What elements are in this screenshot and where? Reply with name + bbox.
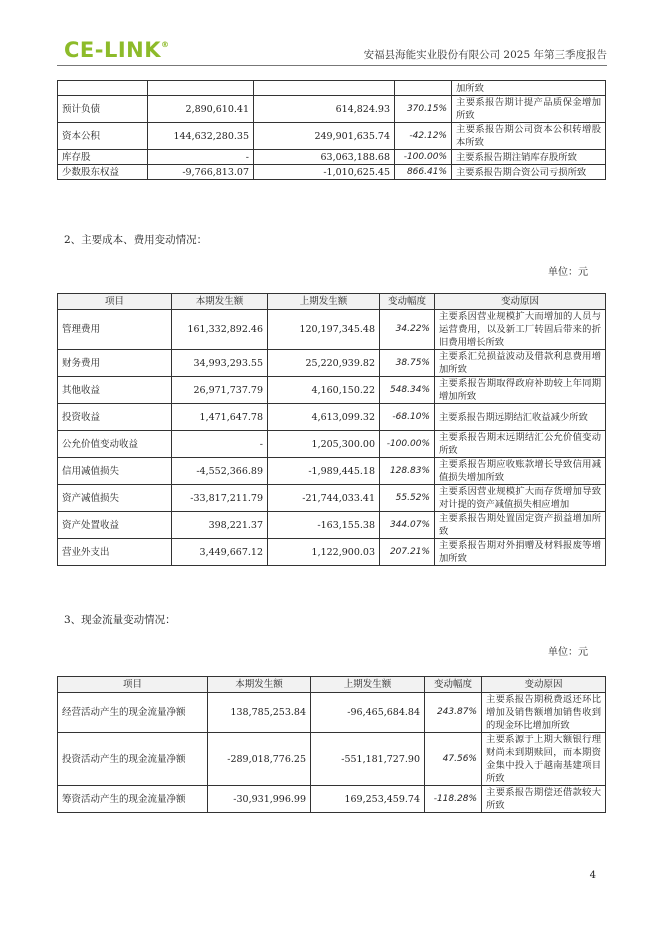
cashflow-table [57,676,606,813]
section-title-cashflow: 3、现金流量变动情况： [64,614,176,626]
col-header-previous: 上期发生额 [268,294,380,310]
row-current: 144,632,280.35 [148,123,254,150]
row-change: 344.07% [380,512,435,539]
balance-change-table [57,80,606,180]
row-change: 38.75% [380,350,435,377]
table-row [58,458,606,485]
row-previous: -1,010,625.45 [254,165,395,180]
row-item: 预计负债 [58,96,148,123]
row-item: 其他收益 [58,377,172,404]
cost-expense-body [58,310,606,566]
row-change: 548.34% [380,377,435,404]
row-current: -30,931,996.99 [208,786,311,813]
row-item: 筹资活动产生的现金流量净额 [58,786,208,813]
row-reason: 主要系报告期远期结汇收益减少所致 [435,404,606,431]
header-divider [57,65,607,66]
row-item: 投资活动产生的现金流量净额 [58,733,208,786]
row-change: -118.28% [425,786,482,813]
section-title-cost: 2、主要成本、费用变动情况： [64,234,208,246]
table-row [58,431,606,458]
table-row [58,512,606,539]
row-reason: 主要系报告期合资公司亏损所致 [452,165,606,180]
row-change: 207.21% [380,539,435,566]
table-row [58,150,606,165]
table-row [58,96,606,123]
row-current: 398,221.37 [172,512,268,539]
col-header-reason: 变动原因 [435,294,606,310]
row-current: -4,552,366.89 [172,458,268,485]
table-row [58,539,606,566]
row-current: 34,993,293.55 [172,350,268,377]
unit-label-cost: 单位：元 [548,267,588,278]
table-header-row [58,677,606,693]
row-reason: 主要系报告期税费返还环比增加及销售额增加销售收到的现金环比增加所致 [482,693,606,733]
row-previous: 1,122,900.03 [268,539,380,566]
row-previous: 169,253,459.74 [311,786,425,813]
page-number: 4 [589,870,596,881]
row-change: 34.22% [380,310,435,350]
row-current: 26,971,737.79 [172,377,268,404]
row-previous: 120,197,345.48 [268,310,380,350]
row-change: 47.56% [425,733,482,786]
table-row [58,310,606,350]
row-reason: 主要系报告期偿还借款较大所致 [482,786,606,813]
row-reason: 主要系因营业规模扩大而增加的人员与运营费用，以及新工厂转固后带来的折旧费用增长所致 [435,310,606,350]
table-header-row [58,294,606,310]
row-reason: 主要系报告期应收账款增长导致信用减值损失增加所致 [435,458,606,485]
row-reason: 主要系报告期取得政府补助较上年同期增加所致 [435,377,606,404]
row-reason: 主要系因营业规模扩大而存货增加导致对计提的资产减值损失相应增加 [435,485,606,512]
table-row [58,733,606,786]
col-header-change: 变动幅度 [425,677,482,693]
row-item: 营业外支出 [58,539,172,566]
row-change: -42.12% [395,123,452,150]
row-previous: 1,205,300.00 [268,431,380,458]
balance-change-body [58,81,606,180]
row-change: -68.10% [380,404,435,431]
table-row [58,485,606,512]
table-row [58,377,606,404]
row-item: 公允价值变动收益 [58,431,172,458]
row-reason: 主要系报告期处置固定资产损益增加所致 [435,512,606,539]
col-header-item: 项目 [58,294,172,310]
col-header-previous: 上期发生额 [311,677,425,693]
row-current: 1,471,647.78 [172,404,268,431]
row-item: 少数股东权益 [58,165,148,180]
row-item: 资本公积 [58,123,148,150]
cashflow-body [58,693,606,813]
row-previous: 4,160,150.22 [268,377,380,404]
row-reason: 加所致 [452,81,606,96]
cost-expense-table [57,293,606,566]
row-current: - [148,150,254,165]
table-row [58,123,606,150]
row-item: 信用减值损失 [58,458,172,485]
row-previous: -21,744,033.41 [268,485,380,512]
row-reason: 主要系源于上期大额银行理财尚未到期赎回，而本期资金集中投入于越南基建项目所致 [482,733,606,786]
row-item: 投资收益 [58,404,172,431]
row-current: -9,766,813.07 [148,165,254,180]
row-change: 370.15% [395,96,452,123]
row-reason: 主要系报告期对外捐赠及材料报废等增加所致 [435,539,606,566]
table-row [58,81,606,96]
table-row [58,165,606,180]
row-previous: 25,220,939.82 [268,350,380,377]
row-change: 243.87% [425,693,482,733]
row-current: - [172,431,268,458]
row-previous: -163,155.38 [268,512,380,539]
row-item: 管理费用 [58,310,172,350]
table-row [58,404,606,431]
row-change: -100.00% [395,150,452,165]
row-change: 128.83% [380,458,435,485]
row-previous: -96,465,684.84 [311,693,425,733]
row-previous: -551,181,727.90 [311,733,425,786]
col-header-item: 项目 [58,677,208,693]
row-item: 库存股 [58,150,148,165]
row-previous: -1,989,445.18 [268,458,380,485]
row-previous: 63,063,188.68 [254,150,395,165]
row-item: 经营活动产生的现金流量净额 [58,693,208,733]
row-current: 138,785,253.84 [208,693,311,733]
row-current: 3,449,667.12 [172,539,268,566]
row-previous: 249,901,635.74 [254,123,395,150]
row-current: 2,890,610.41 [148,96,254,123]
row-item: 资产处置收益 [58,512,172,539]
row-change: 55.52% [380,485,435,512]
row-reason: 主要系汇兑损益波动及借款利息费用增加所致 [435,350,606,377]
row-previous: 4,613,099.32 [268,404,380,431]
row-change: -100.00% [380,431,435,458]
row-reason: 主要系报告期末远期结汇公允价值变动所致 [435,431,606,458]
table-row [58,350,606,377]
col-header-reason: 变动原因 [482,677,606,693]
table-row [58,693,606,733]
row-current: -289,018,776.25 [208,733,311,786]
report-header-title: 安福县海能实业股份有限公司 2025 年第三季度报告 [363,49,607,61]
table-row [58,786,606,813]
row-reason: 主要系报告期公司资本公积转增股本所致 [452,123,606,150]
row-change: 866.41% [395,165,452,180]
row-previous: 614,824.93 [254,96,395,123]
row-reason: 主要系报告期注销库存股所致 [452,150,606,165]
row-reason: 主要系报告期计提产品质保金增加所致 [452,96,606,123]
col-header-current: 本期发生额 [172,294,268,310]
col-header-current: 本期发生额 [208,677,311,693]
unit-label-cashflow: 单位：元 [548,647,588,658]
row-item: 财务费用 [58,350,172,377]
row-current: -33,817,211.79 [172,485,268,512]
row-current: 161,332,892.46 [172,310,268,350]
company-logo: CE-LINK® [64,38,170,62]
col-header-change: 变动幅度 [380,294,435,310]
row-item: 资产减值损失 [58,485,172,512]
